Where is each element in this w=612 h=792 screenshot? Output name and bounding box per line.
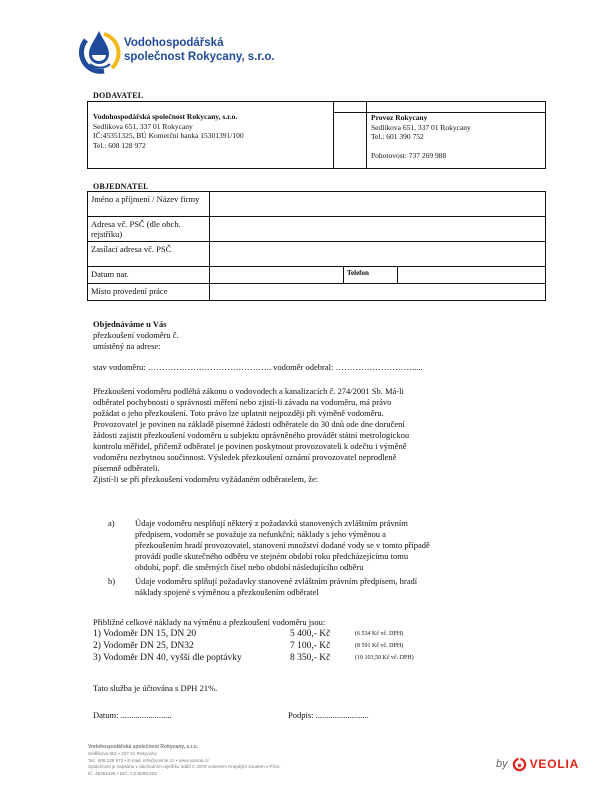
footer-registry: Společnost je zapsána v obchodním rejstříku oddíl C 2878 vedeném Krajským soudem v Plzni. bbox=[88, 764, 281, 770]
customer-row-worksite bbox=[88, 284, 546, 301]
customer-table bbox=[87, 191, 546, 301]
customer-row-address bbox=[88, 217, 546, 242]
customer-title: OBJEDNATEL bbox=[93, 182, 149, 191]
order-meter-number: přezkoušení vodoměru č. bbox=[93, 330, 179, 340]
item-line: přezkoušením hradí provozovatel, stanovení množství dodané vody se v tomto případě bbox=[135, 540, 430, 550]
price-row bbox=[93, 652, 414, 664]
price-amount: 5 400,- Kč bbox=[290, 629, 331, 639]
footer-ids: IČ: 45351325 • DIČ: CZ45351325 bbox=[88, 771, 157, 777]
legal-line: Přezkoušení vodoměru podléhá zákonu o vodovodech a kanalizacích č. 274/2001 Sb. Má-li bbox=[93, 386, 404, 396]
legal-line: kontrolu měřidel, přičemž odběratel je povinen poskytnout provozovateli k odečtu i výměně bbox=[93, 441, 407, 451]
partner-by: by bbox=[496, 758, 508, 770]
item-line: předpisem, vodoměr se považuje za nefunkční; náklady s jeho výměnou a bbox=[135, 529, 386, 539]
footer-company: Vodohospodářská společnost Rokycany, s.r.o. bbox=[88, 744, 199, 750]
supplier-ids: IČ:45351325, BÚ Komerční banka 15301391/100 bbox=[93, 131, 244, 140]
legal-line: vodoměru nezbytnou součinnost. Výsledek přezkoušení oznámí provozovatel neprodleně bbox=[93, 452, 397, 462]
vat-note: Tato služba je účtována s DPH 21%. bbox=[93, 683, 218, 693]
brand-name bbox=[124, 36, 275, 64]
order-heading: Objednáváme u Vás bbox=[93, 319, 167, 329]
supplier-box bbox=[87, 101, 546, 169]
company-logo-icon bbox=[74, 28, 124, 74]
birthdate-field[interactable] bbox=[210, 267, 344, 284]
veolia-emblem-icon bbox=[512, 757, 527, 772]
birthdate-label: Datum nar. bbox=[88, 267, 210, 284]
item-line: náklady spojené s výměnou a přezkoušením odběratel bbox=[135, 587, 319, 597]
brand-line-2: společnost Rokycany, s.r.o. bbox=[124, 51, 275, 63]
order-location: umístěný na adrese: bbox=[93, 341, 161, 351]
legal-line: Provozovatel je povinen na základě písemné žádosti odběratele do 30 dnů ode dne doručení bbox=[93, 419, 405, 429]
footer-address: Sedlíkova 651 • 337 01 Rokycany bbox=[88, 750, 157, 756]
date-signature-field[interactable]: Datum: ........................ bbox=[93, 710, 172, 720]
price-amount: 7 100,- Kč bbox=[290, 641, 331, 651]
worksite-label: Místo provedení práce bbox=[88, 284, 210, 301]
price-item-name: 2) Vodoměr DN 25, DN32 bbox=[93, 641, 194, 651]
branch-phone: Tel.: 601 390 752 bbox=[371, 132, 424, 141]
brand-line-1: Vodohospodářská bbox=[124, 37, 224, 49]
phone-field[interactable] bbox=[398, 267, 546, 284]
address-label: Adresa vč. PSČ (dle obch. rejstříku) bbox=[88, 217, 210, 242]
legal-line: písemně odběrateli. bbox=[93, 463, 160, 473]
customer-row-name bbox=[88, 192, 546, 217]
item-line: Údaje vodoměru nesplňují některý z požadavků stanovených zvláštním právním bbox=[135, 518, 408, 528]
legal-line: žádosti zajistit přezkoušení vodoměru u subjektu oprávněného provádět státní metrologickou bbox=[93, 430, 410, 440]
veolia-logo bbox=[496, 756, 579, 772]
branch-name: Provoz Rokycany bbox=[371, 113, 428, 122]
legal-paragraph bbox=[93, 386, 543, 485]
price-with-vat: (8 591 Kč vč. DPH) bbox=[355, 643, 404, 649]
price-item-name: 1) Vodoměr DN 15, DN 20 bbox=[93, 629, 197, 639]
supplier-name: Vodohospodářská společnost Rokycany, s.r.o. bbox=[93, 112, 238, 121]
mailing-address-field[interactable] bbox=[210, 242, 546, 267]
price-amount: 8 350,- Kč bbox=[290, 653, 331, 663]
legal-line: Zjistí-li se při přezkoušení vodoměru vyžádaném odběratelem, že: bbox=[93, 474, 319, 484]
address-field[interactable] bbox=[210, 217, 546, 242]
mailing-address-label: Zasílací adresa vč. PSČ bbox=[88, 242, 210, 267]
supplier-address: Sedlíkova 651, 337 01 Rokycany bbox=[93, 121, 193, 131]
price-row bbox=[93, 628, 404, 640]
name-label: Jméno a příjmení / Název firmy bbox=[88, 192, 210, 217]
branch-address: Sedlíkova 651, 337 01 Rokycany bbox=[371, 122, 471, 132]
item-line: období, popř. dle směrných čísel nebo období následujícího odběru bbox=[135, 562, 364, 572]
signature-field[interactable]: Podpis: ......................... bbox=[288, 710, 369, 720]
footer bbox=[88, 744, 281, 778]
supplier-title: DODAVATEL bbox=[93, 91, 144, 100]
footer-contact: Tel.: 608 128 972 • E-mail: info@vosrok.cz • www.vosrok.cz bbox=[88, 757, 209, 763]
price-with-vat: (6 534 Kč vč. DPH) bbox=[355, 631, 404, 637]
legal-line: požádat o jeho přezkoušení. Toto právo lze uplatnit nejpozději při výměně vodoměru. bbox=[93, 408, 384, 418]
item-line: Údaje vodoměru splňují požadavky stanovené zvláštním právním předpisem, hradí bbox=[135, 576, 418, 586]
price-with-vat: (10 103,50 Kč vč. DPH) bbox=[355, 655, 414, 661]
price-item-name: 3) Vodoměr DN 40, vyšší dle poptávky bbox=[93, 653, 242, 663]
price-list bbox=[93, 617, 414, 664]
price-row bbox=[93, 640, 404, 652]
legal-line: odběratel pochybnosti o správnosti měření nebo zjistí-li závadu na vodoměru, má právo bbox=[93, 397, 392, 407]
supplier-phone: Tel.: 608 128 972 bbox=[93, 140, 146, 150]
phone-label: Telefon bbox=[344, 267, 398, 284]
supplier-branch-cell bbox=[367, 102, 545, 168]
item-marker: b) bbox=[108, 576, 116, 586]
supplier-company-cell bbox=[88, 102, 334, 168]
customer-row-mailing bbox=[88, 242, 546, 267]
customer-row-birthdate bbox=[88, 267, 546, 284]
price-heading: Přibližné celkové náklady na výměnu a přezkoušení vodoměru jsou: bbox=[93, 617, 326, 627]
branch-standby: Pohotovost: 737 269 988 bbox=[371, 150, 447, 160]
name-field[interactable] bbox=[210, 192, 546, 217]
item-marker: a) bbox=[108, 518, 115, 528]
meter-status-line: stav vodoměru: …………………………………….. vodoměr odebral: ………………………..... bbox=[93, 362, 423, 372]
partner-name: VEOLIA bbox=[529, 757, 580, 771]
item-line: provádí podle skutečného odběru ve stejném období roku předcházejícímu tomu bbox=[135, 551, 409, 561]
worksite-field[interactable] bbox=[210, 284, 546, 301]
